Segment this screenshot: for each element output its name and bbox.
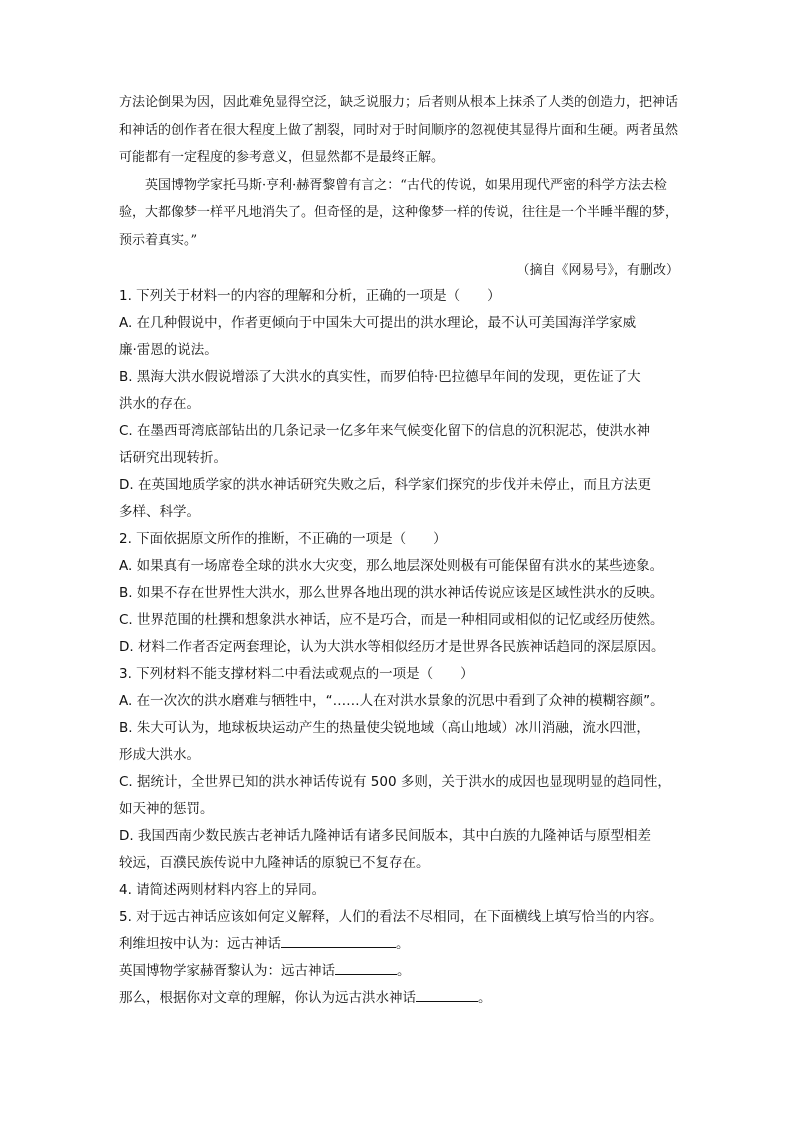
passage-excerpt: [119, 89, 679, 285]
question-3-stem: 3. 下列材料不能支撑材料二中看法或观点的一项是（ ）: [119, 666, 474, 682]
question-1-option-b: B. 黑海大洪水假说增添了大洪水的真实性，而罗伯特·巴拉德早年间的发现，更佐证了大: [119, 369, 641, 385]
question-1-stem: 1. 下列关于材料一的内容的理解和分析，正确的一项是（ ）: [119, 288, 501, 304]
question-1-option-a-cont: 廉·雷恩的说法。: [119, 342, 218, 358]
answer-blank-2[interactable]: [335, 960, 397, 975]
question-2-option-b: B. 如果不存在世界性大洪水，那么世界各地出现的洪水神话传说应该是区域性洪水的反映。: [119, 585, 664, 601]
question-2-option-a: A. 如果真有一场席卷全球的洪水大灾变，那么地层深处则极有可能保留有洪水的某些迹象。: [119, 558, 664, 574]
question-5-line-2-end: 。: [397, 963, 411, 979]
answer-blank-1[interactable]: [281, 933, 396, 948]
answer-blank-3[interactable]: [416, 987, 478, 1002]
question-5-line-1-end: 。: [396, 936, 410, 952]
question-1-option-d-cont: 多样、科学。: [119, 504, 200, 520]
question-2-stem: 2. 下面依据原文所作的推断，不正确的一项是（ ）: [119, 531, 447, 547]
question-list: [119, 283, 684, 1012]
question-3-option-b: B. 朱大可认为，地球板块运动产生的热量使尖锐地域（高山地域）冰川消融，流水四泄，: [119, 720, 650, 736]
question-5-stem: 5. 对于远古神话应该如何定义解释，人们的看法不尽相同，在下面横线上填写恰当的内容。: [119, 909, 663, 925]
question-3-option-b-cont: 形成大洪水。: [119, 747, 200, 763]
question-3-option-c-cont: 如天神的惩罚。: [119, 801, 214, 817]
question-3-option-a: A. 在一次次的洪水磨难与牺牲中，“……人在对洪水景象的沉思中看到了众神的模糊容颜”。: [119, 693, 664, 709]
question-1-option-c-cont: 话研究出现转折。: [119, 450, 227, 466]
question-5-line-3-text: 那么，根据你对文章的理解，你认为远古洪水神话: [119, 990, 416, 1006]
question-1-option-d: D. 在英国地质学家的洪水神话研究失败之后，科学家们探究的步伐并未停止，而且方法更: [119, 477, 651, 493]
question-5-line-2-text: 英国博物学家赫胥黎认为：远古神话: [119, 963, 335, 979]
question-5-line-2: [119, 958, 684, 985]
question-5-line-1: [119, 931, 684, 958]
question-2-option-d: D. 材料二作者否定两套理论，认为大洪水等相似经历才是世界各民族神话趋同的深层原因。: [119, 639, 665, 655]
question-3-option-c: C. 据统计，全世界已知的洪水神话传说有 500 多则，关于洪水的成因也显现明显的趋同性，: [119, 774, 671, 790]
question-4-stem: 4. 请简述两则材料内容上的异同。: [119, 882, 326, 898]
passage-source: （摘自《网易号》，有删改）: [516, 263, 679, 278]
question-2-option-c: C. 世界范围的杜撰和想象洪水神话，应不是巧合，而是一种相同或相似的记忆或经历使然。: [119, 612, 664, 628]
question-3-option-d: D. 我国西南少数民族古老神话九隆神话有诸多民间版本，其中白族的九隆神话与原型相差: [119, 828, 651, 844]
question-5-line-1-text: 利维坦按中认为：远古神话: [119, 936, 281, 952]
question-3-option-d-cont: 较远，百濮民族传说中九隆神话的原貌已不复存在。: [119, 855, 430, 871]
question-1-option-b-cont: 洪水的存在。: [119, 396, 200, 412]
question-5-line-3: [119, 985, 684, 1012]
question-1-option-c: C. 在墨西哥湾底部钻出的几条记录一亿多年来气候变化留下的信息的沉积泥芯，使洪水神: [119, 423, 651, 439]
question-5-line-3-end: 。: [478, 990, 492, 1006]
passage-paragraph: 方法论倒果为因，因此难免显得空泛，缺乏说服力；后者则从根本上抹杀了人类的创造力，把神话和神话的创作者在很大程度上做了割裂，同时对于时间顺序的忽视使其显得片面和生硬。两者虽然可能都有一定程度的参考意义，但显然都不是最终正解。: [119, 95, 679, 165]
passage-paragraph-quote: 英国博物学家托马斯·亨利·赫胥黎曾有言之：“古代的传说，如果用现代严密的科学方法去检验，大都像梦一样平凡地消失了。但奇怪的是，这种像梦一样的传说，往往是一个半睡半醒的梦，预示着真实。”: [119, 177, 679, 248]
question-1-option-a: A. 在几种假说中，作者更倾向于中国朱大可提出的洪水理论，最不认可美国海洋学家威: [119, 315, 637, 331]
